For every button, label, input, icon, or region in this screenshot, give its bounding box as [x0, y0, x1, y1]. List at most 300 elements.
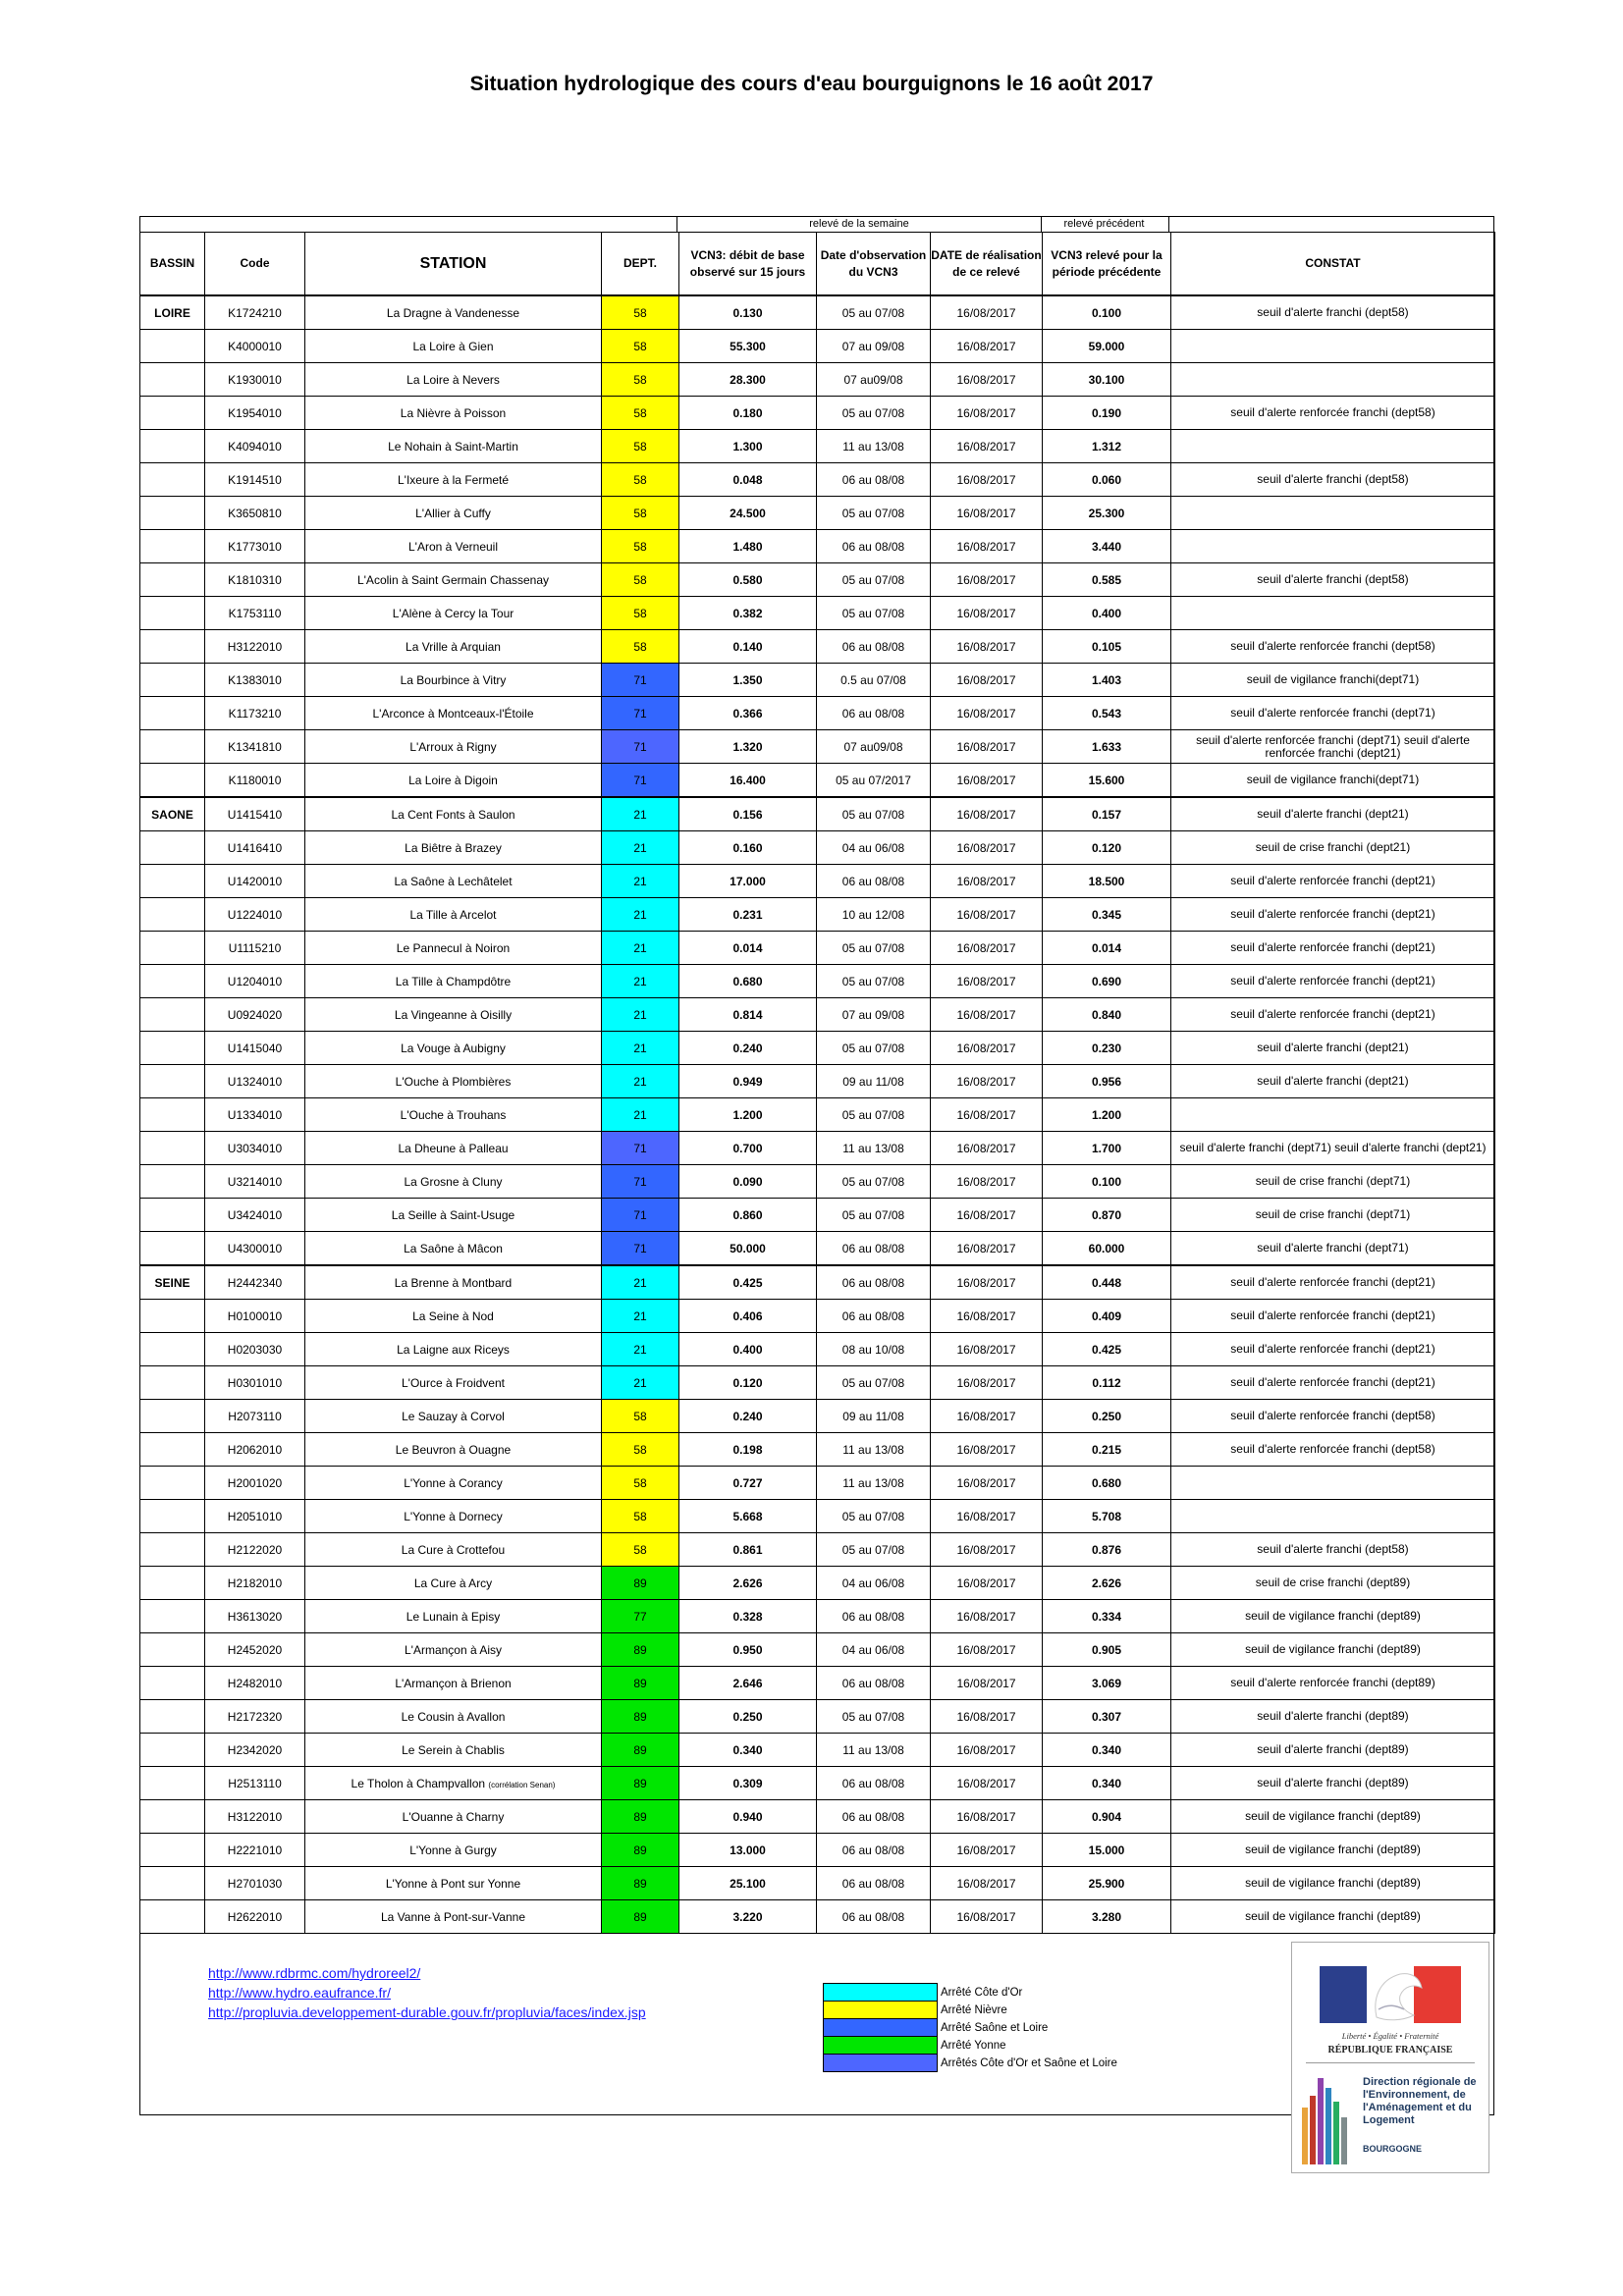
cell-obs-date: 04 au 06/08: [817, 1633, 931, 1667]
republic-name: RÉPUBLIQUE FRANÇAISE: [1327, 2045, 1453, 2056]
cell-constat: seuil d'alerte franchi (dept89): [1171, 1767, 1495, 1800]
cell-station: La Loire à Gien: [305, 330, 602, 363]
cell-code: U1415410: [205, 797, 305, 831]
cell-basin: SEINE: [140, 1265, 205, 1300]
cell-report-date: 16/08/2017: [931, 1900, 1043, 1934]
cell-station: La Loire à Nevers: [305, 363, 602, 397]
cell-prev-vcn3: 0.340: [1043, 1734, 1171, 1767]
cell-constat: seuil d'alerte franchi (dept21): [1171, 797, 1495, 831]
cell-vcn3: 0.328: [679, 1600, 817, 1633]
cell-prev-vcn3: 0.543: [1043, 697, 1171, 730]
cell-dept: 21: [602, 998, 679, 1032]
cell-station: L'Ixeure à la Fermeté: [305, 463, 602, 497]
cell-obs-date: 05 au 07/08: [817, 965, 931, 998]
cell-dept: 71: [602, 764, 679, 798]
cell-basin: [140, 1867, 205, 1900]
cell-report-date: 16/08/2017: [931, 797, 1043, 831]
cell-basin: [140, 1400, 205, 1433]
cell-obs-date: 05 au 07/08: [817, 1199, 931, 1232]
link-propluvia[interactable]: http://propluvia.developpement-durable.gouv.fr/propluvia/faces/index.jsp: [208, 2004, 646, 2020]
cell-report-date: 16/08/2017: [931, 730, 1043, 764]
cell-vcn3: 0.309: [679, 1767, 817, 1800]
cell-prev-vcn3: 1.403: [1043, 664, 1171, 697]
table-row: [140, 1300, 1495, 1333]
cell-code: U4300010: [205, 1232, 305, 1266]
cell-constat: seuil de crise franchi (dept71): [1171, 1165, 1495, 1199]
cell-obs-date: 06 au 08/08: [817, 1800, 931, 1834]
cell-constat: seuil d'alerte renforcée franchi (dept21): [1171, 965, 1495, 998]
cell-basin: [140, 1333, 205, 1366]
cell-vcn3: 16.400: [679, 764, 817, 798]
cell-station: L'Allier à Cuffy: [305, 497, 602, 530]
cell-prev-vcn3: 18.500: [1043, 865, 1171, 898]
header-constat: CONSTAT: [1171, 233, 1495, 296]
cell-report-date: 16/08/2017: [931, 1232, 1043, 1266]
cell-prev-vcn3: 1.200: [1043, 1098, 1171, 1132]
cell-code: H2622010: [205, 1900, 305, 1934]
cell-vcn3: 28.300: [679, 363, 817, 397]
cell-dept: 58: [602, 530, 679, 563]
cell-station: L'Yonne à Pont sur Yonne: [305, 1867, 602, 1900]
cell-station: La Grosne à Cluny: [305, 1165, 602, 1199]
cell-obs-date: 05 au 07/08: [817, 797, 931, 831]
caption-previous: relevé précédent: [1040, 217, 1169, 232]
cell-constat: seuil d'alerte renforcée franchi (dept71) seuil d'alerte renforcée franchi (dept21): [1171, 730, 1495, 764]
cell-code: H2051010: [205, 1500, 305, 1533]
table-row: [140, 831, 1495, 865]
link-hydro-eaufrance[interactable]: http://www.hydro.eaufrance.fr/: [208, 1985, 391, 2001]
cell-report-date: 16/08/2017: [931, 664, 1043, 697]
cell-report-date: 16/08/2017: [931, 1667, 1043, 1700]
table-row: [140, 597, 1495, 630]
cell-vcn3: 25.100: [679, 1867, 817, 1900]
table-row: [140, 664, 1495, 697]
table-row: [140, 1533, 1495, 1567]
cell-code: U3424010: [205, 1199, 305, 1232]
table-row: [140, 697, 1495, 730]
cell-basin: [140, 1633, 205, 1667]
cell-vcn3: 0.048: [679, 463, 817, 497]
cell-basin: [140, 1700, 205, 1734]
cell-obs-date: 11 au 13/08: [817, 1433, 931, 1467]
cell-basin: [140, 530, 205, 563]
cell-vcn3: 0.240: [679, 1400, 817, 1433]
cell-code: H3122010: [205, 1800, 305, 1834]
cell-obs-date: 07 au 09/08: [817, 330, 931, 363]
cell-dept: 89: [602, 1633, 679, 1667]
cell-station: La Vrille à Arquian: [305, 630, 602, 664]
cell-report-date: 16/08/2017: [931, 1400, 1043, 1433]
cell-basin: [140, 330, 205, 363]
cell-dept: 58: [602, 463, 679, 497]
cell-vcn3: 0.180: [679, 397, 817, 430]
cell-dept: 21: [602, 831, 679, 865]
cell-prev-vcn3: 0.876: [1043, 1533, 1171, 1567]
cell-obs-date: 07 au09/08: [817, 730, 931, 764]
cell-dept: 58: [602, 597, 679, 630]
cell-dept: 21: [602, 898, 679, 932]
cell-report-date: 16/08/2017: [931, 1834, 1043, 1867]
cell-constat: seuil d'alerte franchi (dept89): [1171, 1700, 1495, 1734]
header-station: STATION: [305, 233, 602, 296]
cell-station: La Vouge à Aubigny: [305, 1032, 602, 1065]
cell-constat: seuil d'alerte renforcée franchi (dept58): [1171, 1433, 1495, 1467]
cell-prev-vcn3: 0.250: [1043, 1400, 1171, 1433]
table-row: [140, 1366, 1495, 1400]
cell-dept: 89: [602, 1800, 679, 1834]
cell-vcn3: 0.250: [679, 1700, 817, 1734]
cell-prev-vcn3: 0.956: [1043, 1065, 1171, 1098]
cell-basin: [140, 1533, 205, 1567]
cell-prev-vcn3: 0.345: [1043, 898, 1171, 932]
cell-code: U1224010: [205, 898, 305, 932]
cell-prev-vcn3: 2.626: [1043, 1567, 1171, 1600]
cell-constat: seuil d'alerte renforcée franchi (dept58): [1171, 630, 1495, 664]
cell-dept: 89: [602, 1900, 679, 1934]
cell-prev-vcn3: 0.409: [1043, 1300, 1171, 1333]
cell-vcn3: 0.382: [679, 597, 817, 630]
cell-prev-vcn3: 3.280: [1043, 1900, 1171, 1934]
cell-vcn3: 0.160: [679, 831, 817, 865]
cell-basin: [140, 1165, 205, 1199]
cell-dept: 21: [602, 1032, 679, 1065]
table-row: [140, 1633, 1495, 1667]
cell-code: U0924020: [205, 998, 305, 1032]
cell-code: H2122020: [205, 1533, 305, 1567]
table-row: [140, 1867, 1495, 1900]
cell-vcn3: 0.198: [679, 1433, 817, 1467]
cell-constat: [1171, 1500, 1495, 1533]
cell-constat: seuil de vigilance franchi(dept71): [1171, 664, 1495, 697]
cell-report-date: 16/08/2017: [931, 831, 1043, 865]
table-row: [140, 1834, 1495, 1867]
cell-station: La Seine à Nod: [305, 1300, 602, 1333]
cell-obs-date: 11 au 13/08: [817, 1132, 931, 1165]
cell-code: K3650810: [205, 497, 305, 530]
cell-station: L'Alène à Cercy la Tour: [305, 597, 602, 630]
cell-prev-vcn3: 0.014: [1043, 932, 1171, 965]
cell-prev-vcn3: 3.440: [1043, 530, 1171, 563]
table-row: [140, 898, 1495, 932]
cell-report-date: 16/08/2017: [931, 397, 1043, 430]
cell-code: H2442340: [205, 1265, 305, 1300]
cell-obs-date: 04 au 06/08: [817, 831, 931, 865]
cell-basin: [140, 898, 205, 932]
cell-constat: seuil d'alerte renforcée franchi (dept21): [1171, 932, 1495, 965]
cell-report-date: 16/08/2017: [931, 865, 1043, 898]
cell-obs-date: 06 au 08/08: [817, 463, 931, 497]
cell-basin: [140, 932, 205, 965]
cell-dept: 71: [602, 730, 679, 764]
cell-station: La Saône à Mâcon: [305, 1232, 602, 1266]
cell-vcn3: 2.646: [679, 1667, 817, 1700]
cell-code: U1416410: [205, 831, 305, 865]
cell-constat: seuil de vigilance franchi (dept89): [1171, 1633, 1495, 1667]
cell-prev-vcn3: 25.900: [1043, 1867, 1171, 1900]
cell-station: L'Arroux à Rigny: [305, 730, 602, 764]
cell-obs-date: 05 au 07/08: [817, 1500, 931, 1533]
cell-obs-date: 06 au 08/08: [817, 1600, 931, 1633]
cell-vcn3: 0.700: [679, 1132, 817, 1165]
cell-code: H0203030: [205, 1333, 305, 1366]
link-rdbrmc[interactable]: http://www.rdbrmc.com/hydroreel2/: [208, 1965, 421, 1981]
cell-constat: seuil d'alerte franchi (dept71) seuil d'alerte franchi (dept21): [1171, 1132, 1495, 1165]
cell-prev-vcn3: 0.157: [1043, 797, 1171, 831]
cell-basin: LOIRE: [140, 295, 205, 330]
cell-basin: [140, 1433, 205, 1467]
table-row: [140, 1165, 1495, 1199]
cell-dept: 58: [602, 1533, 679, 1567]
cell-station: La Dragne à Vandenesse: [305, 295, 602, 330]
cell-vcn3: 3.220: [679, 1900, 817, 1934]
cell-constat: seuil de crise franchi (dept89): [1171, 1567, 1495, 1600]
cell-constat: seuil de crise franchi (dept21): [1171, 831, 1495, 865]
cell-prev-vcn3: 0.334: [1043, 1600, 1171, 1633]
cell-dept: 21: [602, 932, 679, 965]
cell-station: La Cent Fonts à Saulon: [305, 797, 602, 831]
cell-basin: [140, 630, 205, 664]
cell-basin: [140, 463, 205, 497]
legend-label: Arrêté Yonne: [941, 2039, 1006, 2052]
table-row: [140, 563, 1495, 597]
cell-obs-date: 04 au 06/08: [817, 1567, 931, 1600]
cell-basin: SAONE: [140, 797, 205, 831]
cell-obs-date: 06 au 08/08: [817, 865, 931, 898]
cell-prev-vcn3: 0.060: [1043, 463, 1171, 497]
cell-basin: [140, 1800, 205, 1834]
cell-constat: [1171, 1467, 1495, 1500]
cell-constat: seuil d'alerte renforcée franchi (dept71): [1171, 697, 1495, 730]
cell-station: L'Acolin à Saint Germain Chassenay: [305, 563, 602, 597]
cell-prev-vcn3: 0.904: [1043, 1800, 1171, 1834]
cell-station: La Dheune à Palleau: [305, 1132, 602, 1165]
cell-station: La Brenne à Montbard: [305, 1265, 602, 1300]
cell-dept: 58: [602, 1400, 679, 1433]
cell-station: La Tille à Champdôtre: [305, 965, 602, 998]
cell-vcn3: 0.861: [679, 1533, 817, 1567]
cell-basin: [140, 1834, 205, 1867]
region-name: BOURGOGNE: [1363, 2144, 1423, 2154]
cell-vcn3: 1.350: [679, 664, 817, 697]
cell-dept: 89: [602, 1834, 679, 1867]
cell-vcn3: 55.300: [679, 330, 817, 363]
cell-obs-date: 06 au 08/08: [817, 1900, 931, 1934]
cell-dept: 58: [602, 1500, 679, 1533]
table-row: [140, 1667, 1495, 1700]
cell-basin: [140, 1900, 205, 1934]
cell-code: U1420010: [205, 865, 305, 898]
cell-code: K1930010: [205, 363, 305, 397]
cell-prev-vcn3: 0.905: [1043, 1633, 1171, 1667]
cell-code: K1173210: [205, 697, 305, 730]
cell-obs-date: 06 au 08/08: [817, 1834, 931, 1867]
cell-constat: [1171, 497, 1495, 530]
cell-vcn3: 0.400: [679, 1333, 817, 1366]
cell-vcn3: 1.300: [679, 430, 817, 463]
legend-item: [824, 2002, 1117, 2019]
cell-code: K1341810: [205, 730, 305, 764]
cell-prev-vcn3: 0.425: [1043, 1333, 1171, 1366]
cell-vcn3: 0.940: [679, 1800, 817, 1834]
cell-vcn3: 24.500: [679, 497, 817, 530]
cell-obs-date: 05 au 07/08: [817, 1366, 931, 1400]
cell-code: U1115210: [205, 932, 305, 965]
cell-obs-date: 05 au 07/08: [817, 1032, 931, 1065]
cell-basin: [140, 1300, 205, 1333]
cell-vcn3: 50.000: [679, 1232, 817, 1266]
table-row: [140, 1065, 1495, 1098]
cell-basin: [140, 1667, 205, 1700]
cell-vcn3: 0.130: [679, 295, 817, 330]
legend-label: Arrêté Nièvre: [941, 2003, 1007, 2016]
cell-dept: 89: [602, 1700, 679, 1734]
cell-basin: [140, 1366, 205, 1400]
cell-prev-vcn3: 15.600: [1043, 764, 1171, 798]
cell-prev-vcn3: 59.000: [1043, 330, 1171, 363]
cell-code: U1324010: [205, 1065, 305, 1098]
header-obs-date: Date d'observation du VCN3: [817, 233, 931, 296]
cell-station: L'Aron à Verneuil: [305, 530, 602, 563]
cell-report-date: 16/08/2017: [931, 1867, 1043, 1900]
cell-vcn3: 17.000: [679, 865, 817, 898]
cell-vcn3: 0.860: [679, 1199, 817, 1232]
cell-constat: [1171, 430, 1495, 463]
cell-vcn3: 0.425: [679, 1265, 817, 1300]
cell-basin: [140, 1500, 205, 1533]
cell-constat: seuil d'alerte renforcée franchi (dept21): [1171, 998, 1495, 1032]
cell-obs-date: 05 au 07/08: [817, 932, 931, 965]
cell-dept: 58: [602, 430, 679, 463]
cell-obs-date: 05 au 07/08: [817, 1700, 931, 1734]
cell-basin: [140, 563, 205, 597]
table-row: [140, 530, 1495, 563]
table-row: [140, 1767, 1495, 1800]
cell-dept: 77: [602, 1600, 679, 1633]
cell-prev-vcn3: 0.400: [1043, 597, 1171, 630]
cell-vcn3: 0.680: [679, 965, 817, 998]
cell-prev-vcn3: 0.105: [1043, 630, 1171, 664]
cell-dept: 58: [602, 563, 679, 597]
cell-station: L'Ouche à Trouhans: [305, 1098, 602, 1132]
cell-prev-vcn3: 0.100: [1043, 295, 1171, 330]
cell-prev-vcn3: 15.000: [1043, 1834, 1171, 1867]
cell-basin: [140, 1734, 205, 1767]
cell-obs-date: 05 au 07/08: [817, 1098, 931, 1132]
cell-obs-date: 0.5 au 07/08: [817, 664, 931, 697]
cell-vcn3: 0.580: [679, 563, 817, 597]
cell-basin: [140, 430, 205, 463]
cell-report-date: 16/08/2017: [931, 1567, 1043, 1600]
cell-constat: seuil de vigilance franchi (dept89): [1171, 1834, 1495, 1867]
cell-report-date: 16/08/2017: [931, 1500, 1043, 1533]
cell-prev-vcn3: 0.120: [1043, 831, 1171, 865]
cell-dept: 21: [602, 1333, 679, 1366]
cell-dept: 58: [602, 397, 679, 430]
cell-station: La Nièvre à Poisson: [305, 397, 602, 430]
cell-prev-vcn3: 0.840: [1043, 998, 1171, 1032]
cell-code: K1180010: [205, 764, 305, 798]
table-row: [140, 463, 1495, 497]
cell-prev-vcn3: 5.708: [1043, 1500, 1171, 1533]
cell-report-date: 16/08/2017: [931, 998, 1043, 1032]
cell-obs-date: 05 au 07/08: [817, 597, 931, 630]
cell-basin: [140, 397, 205, 430]
cell-dept: 58: [602, 1433, 679, 1467]
table-row: [140, 865, 1495, 898]
cell-vcn3: 5.668: [679, 1500, 817, 1533]
cell-code: K1810310: [205, 563, 305, 597]
table-row: [140, 1333, 1495, 1366]
station-note: (corrélation Senan): [488, 1780, 556, 1789]
cell-dept: 21: [602, 1300, 679, 1333]
table-row: [140, 1734, 1495, 1767]
cell-prev-vcn3: 0.870: [1043, 1199, 1171, 1232]
marianne-icon: [1320, 1966, 1461, 2023]
legend-swatch: [824, 2002, 938, 2019]
header-prev-vcn3: VCN3 relevé pour la période précédente: [1043, 233, 1171, 296]
cell-basin: [140, 831, 205, 865]
cell-constat: seuil d'alerte renforcée franchi (dept21): [1171, 1366, 1495, 1400]
cell-report-date: 16/08/2017: [931, 1300, 1043, 1333]
table-row: [140, 295, 1495, 330]
cell-code: H2062010: [205, 1433, 305, 1467]
legend-item: [824, 1984, 1117, 2002]
cell-prev-vcn3: 0.307: [1043, 1700, 1171, 1734]
cell-code: K1954010: [205, 397, 305, 430]
table-row: [140, 1400, 1495, 1433]
table-row: [140, 1567, 1495, 1600]
cell-dept: 58: [602, 497, 679, 530]
cell-report-date: 16/08/2017: [931, 1433, 1043, 1467]
cell-constat: seuil de vigilance franchi(dept71): [1171, 764, 1495, 798]
cell-basin: [140, 730, 205, 764]
cell-station: Le Beuvron à Ouagne: [305, 1433, 602, 1467]
cell-report-date: 16/08/2017: [931, 1065, 1043, 1098]
cell-basin: [140, 664, 205, 697]
cell-report-date: 16/08/2017: [931, 764, 1043, 798]
cell-constat: seuil de vigilance franchi (dept89): [1171, 1800, 1495, 1834]
cell-basin: [140, 697, 205, 730]
cell-prev-vcn3: 0.585: [1043, 563, 1171, 597]
cell-basin: [140, 865, 205, 898]
dreal-bars-icon: [1298, 2068, 1357, 2164]
cell-basin: [140, 1467, 205, 1500]
cell-obs-date: 05 au 07/08: [817, 397, 931, 430]
cell-report-date: 16/08/2017: [931, 1800, 1043, 1834]
cell-prev-vcn3: 0.190: [1043, 397, 1171, 430]
cell-vcn3: 1.320: [679, 730, 817, 764]
cell-report-date: 16/08/2017: [931, 295, 1043, 330]
cell-station: Le Sauzay à Corvol: [305, 1400, 602, 1433]
legend-item: [824, 2037, 1117, 2055]
header-row: [140, 233, 1495, 296]
table-row: [140, 998, 1495, 1032]
table-row: [140, 764, 1495, 798]
cell-constat: seuil d'alerte franchi (dept58): [1171, 295, 1495, 330]
cell-station: La Vanne à Pont-sur-Vanne: [305, 1900, 602, 1934]
cell-dept: 71: [602, 697, 679, 730]
cell-prev-vcn3: 30.100: [1043, 363, 1171, 397]
cell-prev-vcn3: 0.100: [1043, 1165, 1171, 1199]
legend-label: Arrêté Saône et Loire: [941, 2021, 1049, 2034]
table-row: [140, 1232, 1495, 1266]
cell-report-date: 16/08/2017: [931, 1734, 1043, 1767]
cell-vcn3: 0.406: [679, 1300, 817, 1333]
cell-station: Le Pannecul à Noiron: [305, 932, 602, 965]
cell-vcn3: 0.120: [679, 1366, 817, 1400]
cell-dept: 21: [602, 1065, 679, 1098]
cell-constat: seuil de vigilance franchi (dept89): [1171, 1600, 1495, 1633]
